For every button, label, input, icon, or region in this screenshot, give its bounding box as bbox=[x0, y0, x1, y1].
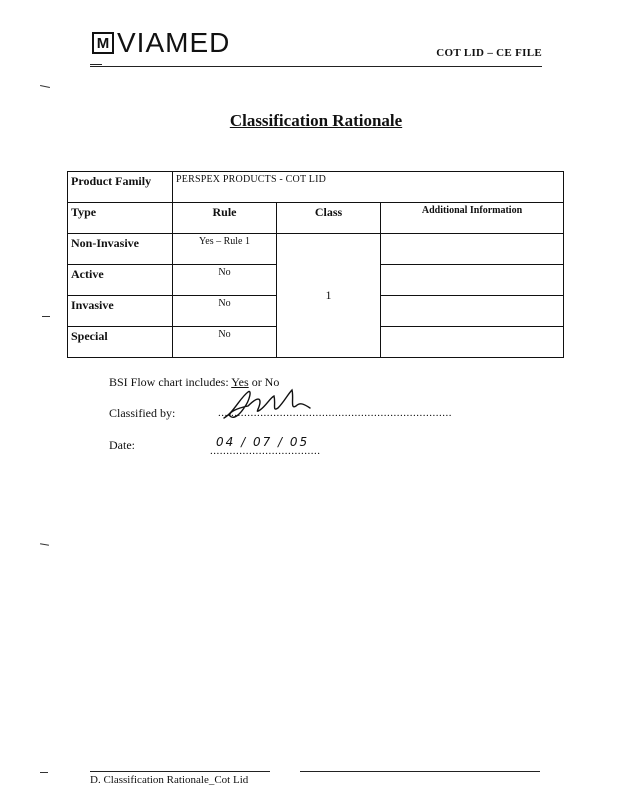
col-additional-header: Additional Information bbox=[381, 203, 564, 234]
header-rule bbox=[90, 66, 542, 67]
bsi-yes: Yes bbox=[231, 375, 249, 389]
company-logo bbox=[92, 27, 231, 58]
class-cell: 1 bbox=[277, 234, 381, 358]
date-label: Date: bbox=[109, 438, 135, 452]
page-title: Classification Rationale bbox=[229, 111, 403, 130]
scan-mark bbox=[40, 85, 50, 88]
rule-cell: No bbox=[173, 296, 277, 327]
date-dotted-line: .................................. bbox=[210, 445, 321, 457]
bsi-prefix: BSI Flow chart includes: bbox=[109, 375, 232, 389]
footer-rule-left bbox=[90, 771, 270, 772]
bsi-suffix: or No bbox=[248, 375, 280, 389]
additional-cell bbox=[381, 234, 564, 265]
rule-cell: Yes – Rule 1 bbox=[173, 234, 277, 265]
scan-mark bbox=[42, 316, 50, 317]
product-family-row bbox=[68, 172, 564, 203]
logo-mark-icon: M bbox=[92, 32, 114, 54]
brand-name: VIAMED bbox=[117, 27, 231, 58]
additional-cell bbox=[381, 327, 564, 358]
type-cell: Non-Invasive bbox=[68, 234, 173, 265]
scan-mark bbox=[40, 772, 48, 773]
additional-cell bbox=[381, 265, 564, 296]
classification-table bbox=[67, 171, 564, 358]
type-cell: Special bbox=[68, 327, 173, 358]
rule-cell: No bbox=[173, 327, 277, 358]
product-family-value: PERSPEX PRODUCTS - COT LID bbox=[173, 172, 564, 203]
header-row bbox=[68, 203, 564, 234]
header-dash bbox=[90, 64, 102, 65]
col-rule-header: Rule bbox=[173, 203, 277, 234]
rule-cell: No bbox=[173, 265, 277, 296]
date-value: 04 / 07 / 05 bbox=[216, 435, 310, 449]
footer-doc-name: D. Classification Rationale_Cot Lid bbox=[90, 774, 249, 786]
scan-mark bbox=[40, 543, 49, 546]
col-class-header: Class bbox=[277, 203, 381, 234]
type-cell: Active bbox=[68, 265, 173, 296]
footer-rule-right bbox=[300, 771, 540, 772]
additional-cell bbox=[381, 296, 564, 327]
col-type-header: Type bbox=[68, 203, 173, 234]
type-cell: Invasive bbox=[68, 296, 173, 327]
classified-by-label: Classified by: bbox=[109, 406, 176, 420]
classified-by-dotted-line: ........................................................................ bbox=[218, 407, 452, 419]
product-family-label: Product Family bbox=[68, 172, 173, 203]
signature-icon bbox=[214, 386, 324, 426]
file-label: COT LID – CE FILE bbox=[436, 47, 542, 59]
table-row bbox=[68, 234, 564, 265]
